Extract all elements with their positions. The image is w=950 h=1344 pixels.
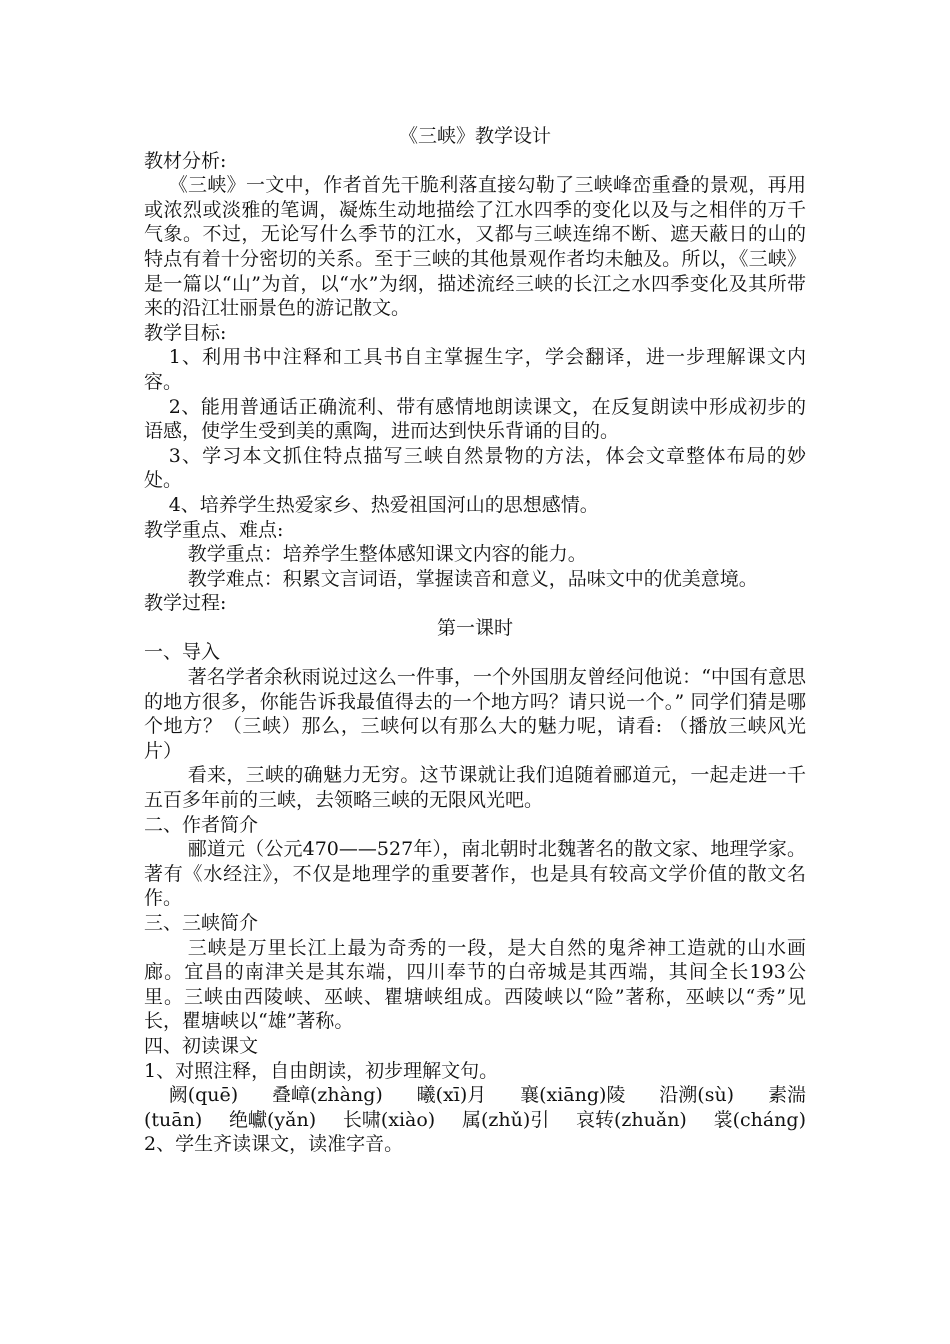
process-heading: 教学过程: xyxy=(144,592,227,615)
pinyin-word: 绝巘(yǎn) xyxy=(228,1108,317,1131)
reading-heading: 四、初读课文 xyxy=(144,1034,259,1057)
analysis-paragraph: 《三峡》一文中，作者首先干脆利落直接勾勒了三峡峰峦重叠的景观，再用或浓烈或淡雅的笔调，凝炼生动地描绘了江水四季的变化以及与之相伴的万千气象。不过，无论写什么季节的江水，又都与三峡连绵不断、遮天蔽日的山的特点有着十分密切的关系。至于三峡的其他景观作者均未触及。所以，《三峡》是一篇以“山”为首，以“水”为纲，描述流经三峡的长江之水四季变化及其所带来的沿江壮丽景色的游记散文。 xyxy=(144,174,806,320)
gorges-paragraph: 三峡是万里长江上最为奇秀的一段，是大自然的鬼斧神工造就的山水画廊。宜昌的南津关是其东端，四川奉节的白帝城是其西端，其间全长193公里。三峡由西陵峡、巫峡、瞿塘峡组成。西陵峡以“险”著称，巫峡以“秀”见长，瞿塘峡以“雄”著称。 xyxy=(144,936,806,1033)
pinyin-word: (tuān) xyxy=(144,1108,203,1131)
pinyin-word: 阙(quē) xyxy=(168,1084,239,1107)
reading-step-1: 1、对照注释，自由朗读，初步理解文句。 xyxy=(144,1059,499,1082)
intro-paragraph-2: 看来，三峡的确魅力无穷。这节课就让我们追随着郦道元，一起走进一千五百多年前的三峡，去领略三峡的无限风光吧。 xyxy=(144,764,806,812)
difficult-point: 教学难点：积累文言词语，掌握读音和意义，品味文中的优美意境。 xyxy=(187,567,758,590)
document-page xyxy=(144,124,806,1157)
pinyin-word: 沿溯(sù) xyxy=(659,1084,735,1107)
focus-point: 教学重点：培养学生整体感知课文内容的能力。 xyxy=(187,543,587,566)
pinyin-word: 曦(xī)月 xyxy=(416,1084,487,1107)
pinyin-word: 叠嶂(zhàng) xyxy=(272,1084,383,1107)
goal-item-1: 1、利用书中注释和工具书自主掌握生字，学会翻译，进一步理解课文内容。 xyxy=(144,346,806,393)
author-heading: 二、作者简介 xyxy=(144,813,259,836)
pinyin-row-2 xyxy=(144,1108,806,1133)
analysis-heading: 教材分析: xyxy=(144,149,227,172)
pinyin-row-1 xyxy=(144,1083,806,1108)
pinyin-word: 属(zhǔ)引 xyxy=(461,1108,550,1131)
pinyin-word: 襄(xiāng)陵 xyxy=(520,1084,626,1107)
intro-paragraph-1: 著名学者余秋雨说过这么一件事，一个外国朋友曾经问他说：“中国有意思的地方很多，你能告诉我最值得去的一个地方吗？请只说一个。” 同学们猜是哪个地方？（三峡）那么，三峡何以有那么大的魅力呢，请看: （播放三峡风光片） xyxy=(144,666,806,762)
goal-item-3: 3、学习本文抓住特点描写三峡自然景物的方法，体会文章整体布局的妙处。 xyxy=(144,444,806,492)
intro-heading: 一、导入 xyxy=(144,641,221,664)
document-title: 《三峡》教学设计 xyxy=(398,125,551,147)
goals-heading: 教学目标: xyxy=(144,321,227,344)
pinyin-word: 哀转(zhuǎn) xyxy=(575,1108,687,1131)
goal-item-4: 4、培养学生热爱家乡、热爱祖国河山的思想感情。 xyxy=(168,493,599,516)
pinyin-word: 裳(cháng) xyxy=(713,1108,806,1131)
author-paragraph: 郦道元（公元470——527年），南北朝时北魏著名的散文家、地理学家。著有《水经注》，不仅是地理学的重要著作，也是具有较高文学价值的散文名作。 xyxy=(144,838,806,910)
lesson-title: 第一课时 xyxy=(436,616,513,639)
reading-step-2: 2、学生齐读课文，读准字音。 xyxy=(144,1133,404,1156)
pinyin-word: 长啸(xiào) xyxy=(342,1108,436,1131)
gorges-heading: 三、三峡简介 xyxy=(144,912,259,934)
focus-heading: 教学重点、难点: xyxy=(144,518,284,541)
goal-item-2: 2、能用普通话正确流利、带有感情地朗读课文，在反复朗读中形成初步的语感，使学生受到美的熏陶，进而达到快乐背诵的目的。 xyxy=(144,395,806,443)
pinyin-word: 素湍 xyxy=(767,1084,806,1107)
